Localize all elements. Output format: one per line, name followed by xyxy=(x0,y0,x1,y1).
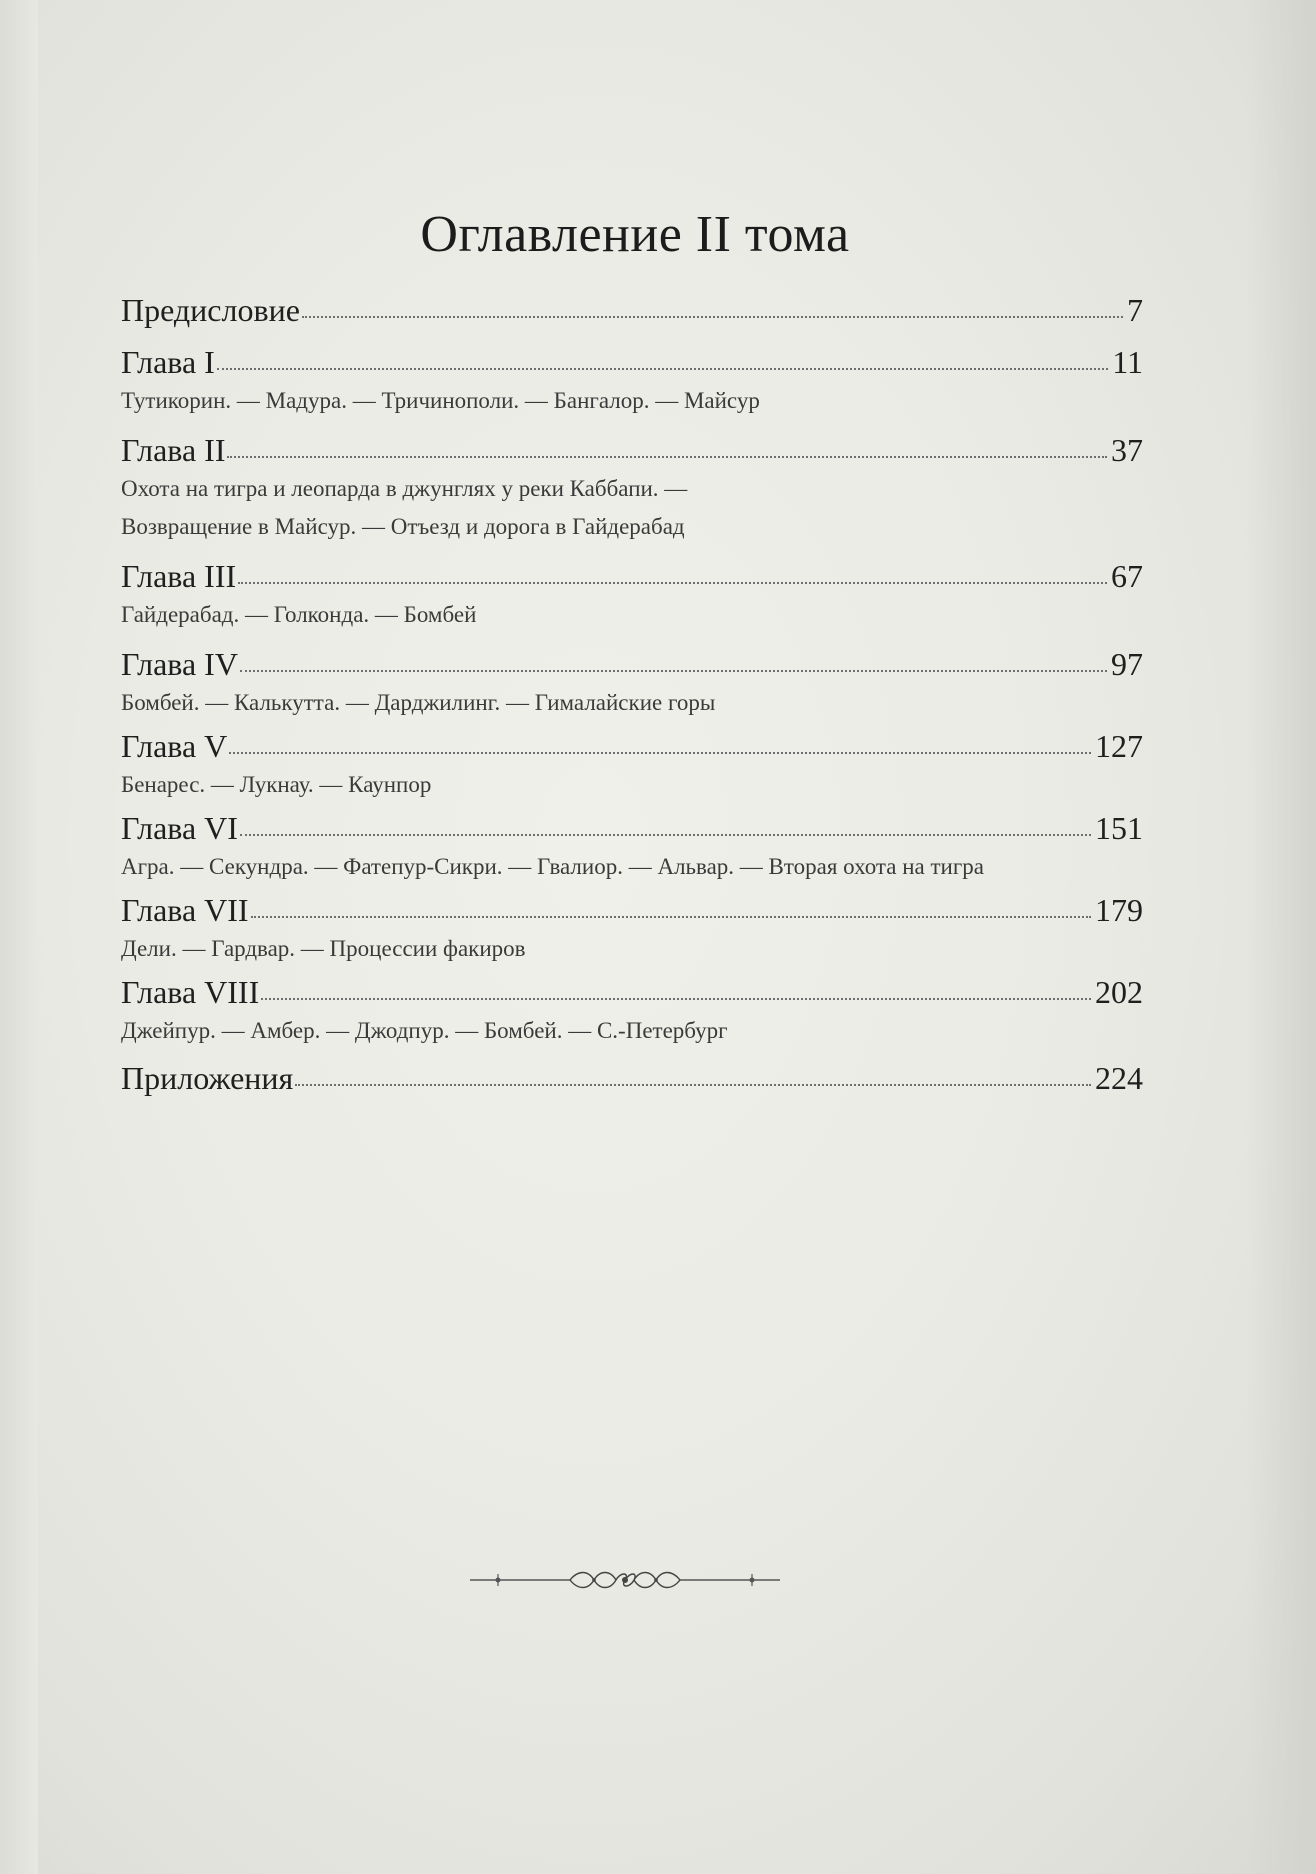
leader-dots xyxy=(240,670,1107,672)
toc-entry-label: Глава IV xyxy=(121,646,238,682)
toc-entry-label: Приложения xyxy=(121,1060,294,1096)
decorative-flourish-icon xyxy=(470,1562,780,1598)
leader-dots xyxy=(227,456,1107,458)
toc-entry-page: 202 xyxy=(1095,974,1143,1010)
toc-entry-description: Охота на тигра и леопарда в джунглях у реки Каббапи. — xyxy=(121,476,688,501)
toc-entry-chapter-7 xyxy=(121,890,1143,968)
leader-dots xyxy=(261,998,1091,1000)
toc-entry-description: Джейпур. — Амбер. — Джодпур. — Бомбей. — С.-Петербург xyxy=(121,1018,728,1043)
toc-entry-preface xyxy=(121,290,1143,330)
page-title: Оглавление II тома xyxy=(420,206,850,263)
toc-entry-label: Глава VI xyxy=(121,810,238,846)
toc-entry-chapter-2 xyxy=(121,430,1143,546)
toc-entry-description: Тутикорин. — Мадура. — Тричинополи. — Бангалор. — Майсур xyxy=(121,388,760,413)
table-of-contents xyxy=(121,290,1143,1098)
leader-dots xyxy=(238,582,1107,584)
toc-entry-label: Глава V xyxy=(121,728,228,764)
toc-entry-label: Глава VIII xyxy=(121,974,260,1010)
toc-entry-label: Предисловие xyxy=(121,292,300,328)
toc-entry-page: 127 xyxy=(1095,728,1143,764)
toc-entry-page: 7 xyxy=(1127,292,1143,328)
toc-entry-chapter-8 xyxy=(121,972,1143,1050)
toc-entry-chapter-1 xyxy=(121,342,1143,420)
leader-dots xyxy=(217,368,1108,370)
toc-entry-label: Глава VII xyxy=(121,892,249,928)
toc-entry-description: Дели. — Гардвар. — Процессии факиров xyxy=(121,936,526,961)
toc-entry-chapter-4 xyxy=(121,644,1143,722)
toc-entry-description: Бенарес. — Лукнау. — Каунпор xyxy=(121,772,432,797)
leader-dots xyxy=(251,916,1091,918)
toc-entry-page: 97 xyxy=(1111,646,1143,682)
leader-dots xyxy=(295,1084,1091,1086)
toc-entry-page: 11 xyxy=(1112,344,1143,380)
toc-entry-page: 67 xyxy=(1111,558,1143,594)
toc-entry-description: Гайдерабад. — Голконда. — Бомбей xyxy=(121,602,477,627)
leader-dots xyxy=(302,316,1123,318)
toc-entry-label: Глава II xyxy=(121,432,226,468)
toc-entry-label: Глава III xyxy=(121,558,237,594)
toc-entry-label: Глава I xyxy=(121,344,215,380)
toc-entry-description: Возвращение в Майсур. — Отъезд и дорога в Гайдерабад xyxy=(121,514,685,539)
toc-entry-page: 179 xyxy=(1095,892,1143,928)
leader-dots xyxy=(229,752,1091,754)
toc-entry-description: Бомбей. — Калькутта. — Дарджилинг. — Гималайские горы xyxy=(121,690,716,715)
leader-dots xyxy=(240,834,1091,836)
toc-entry-appendices xyxy=(121,1058,1143,1098)
toc-entry-chapter-3 xyxy=(121,556,1143,634)
toc-entry-chapter-5 xyxy=(121,726,1143,804)
toc-entry-chapter-6 xyxy=(121,808,1143,886)
toc-entry-page: 224 xyxy=(1095,1060,1143,1096)
toc-entry-page: 37 xyxy=(1111,432,1143,468)
toc-entry-description: Агра. — Секундра. — Фатепур-Сикри. — Гвалиор. — Альвар. — Вторая охота на тигра xyxy=(121,854,984,879)
toc-entry-page: 151 xyxy=(1095,810,1143,846)
